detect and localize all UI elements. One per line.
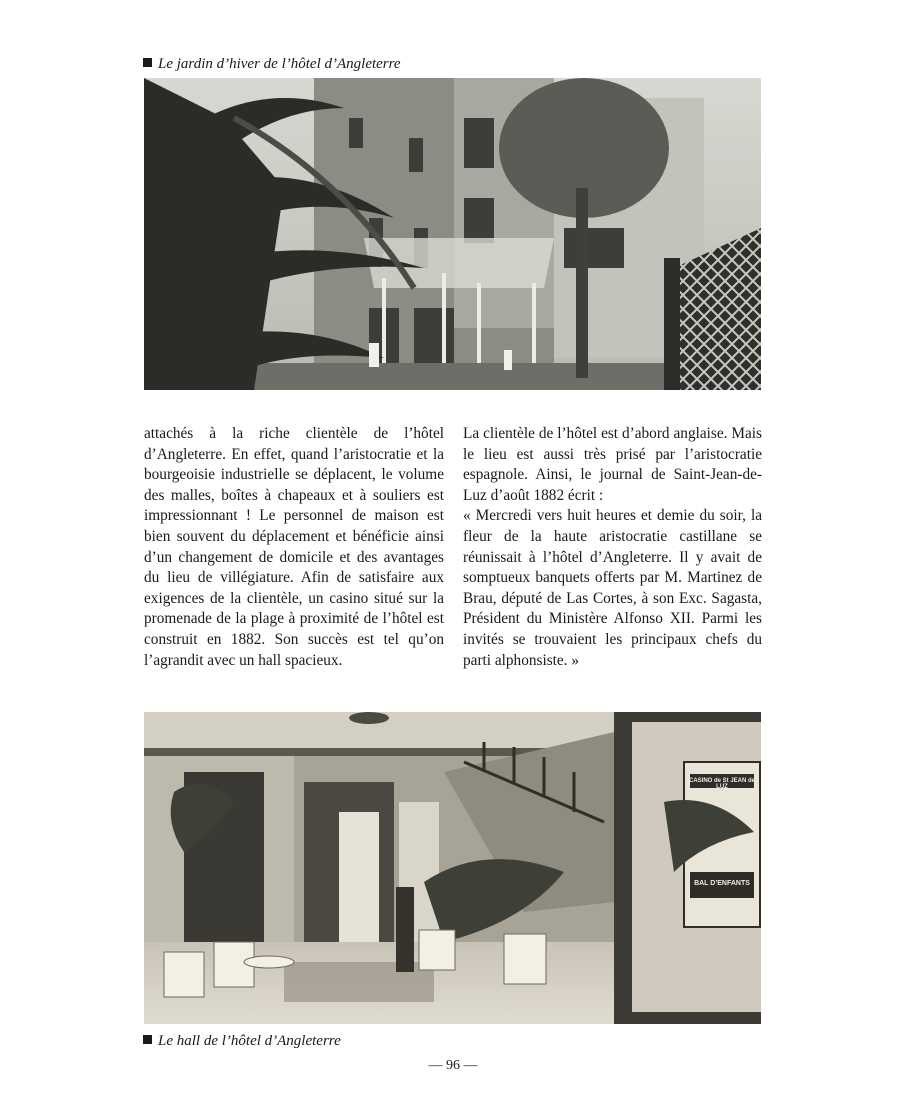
caption-bullet xyxy=(143,1035,152,1044)
top-photo-winter-garden xyxy=(144,78,761,390)
bottom-photo-hall xyxy=(144,712,761,1024)
bottom-photo-caption-text: Le hall de l’hôtel d’Angleterre xyxy=(158,1033,341,1049)
poster-subtitle: BAL D’ENFANTS xyxy=(694,880,750,887)
right-paragraph-quote: « Mercredi vers huit heures et demie du soir, la fleur de la haute aristocratie castillane se réunissait à l’hôtel d’Angleterre. Il y avait de somptueux banquets offerts par M. Martinez de Brau, député de Las Cortes, à son Exc. Sagasta, Président du Ministère Alfonso XII. Parmi les invités se trouvaient les principaux chefs du parti alphonsiste. » xyxy=(463,507,762,669)
poster-title: CASINO de St JEAN de LUZ xyxy=(688,778,755,790)
caption-bullet xyxy=(143,58,152,67)
top-photo-caption-text: Le jardin d’hiver de l’hôtel d’Angleterre xyxy=(158,56,401,72)
winter-garden-illustration xyxy=(144,78,761,390)
right-paragraph-intro: La clientèle de l’hôtel est d’abord anglaise. Mais le lieu est aussi très prisé par l’aristocratie espagnole. Ainsi, le journal de Saint-Jean-de-Luz d’août 1882 écrit : xyxy=(463,425,762,504)
text-column-right xyxy=(463,424,762,671)
page-number: — 96 — xyxy=(428,1058,478,1073)
left-paragraph: attachés à la riche clientèle de l’hôtel d’Angleterre. En effet, quand l’aristocratie et la bourgeoisie industrielle se déplacent, le volume des malles, boîtes à chapeaux et à souliers est impressionnant ! Le personnel de maison est bien souvent du déplacement et bénéficie ainsi d’un changement de domicile et des avantages du lieu de villégiature. Afin de satisfaire aux exigences de la clientèle, un casino situé sur la promenade de la plage à proximité de l’hôtel est construit en 1882. Son succès est tel qu’on l’agrandit avec un hall spacieux. xyxy=(144,425,444,669)
bottom-photo-caption xyxy=(143,1032,341,1050)
text-column-left xyxy=(144,424,444,671)
top-photo-caption xyxy=(143,55,401,73)
hall-illustration xyxy=(144,712,761,1024)
